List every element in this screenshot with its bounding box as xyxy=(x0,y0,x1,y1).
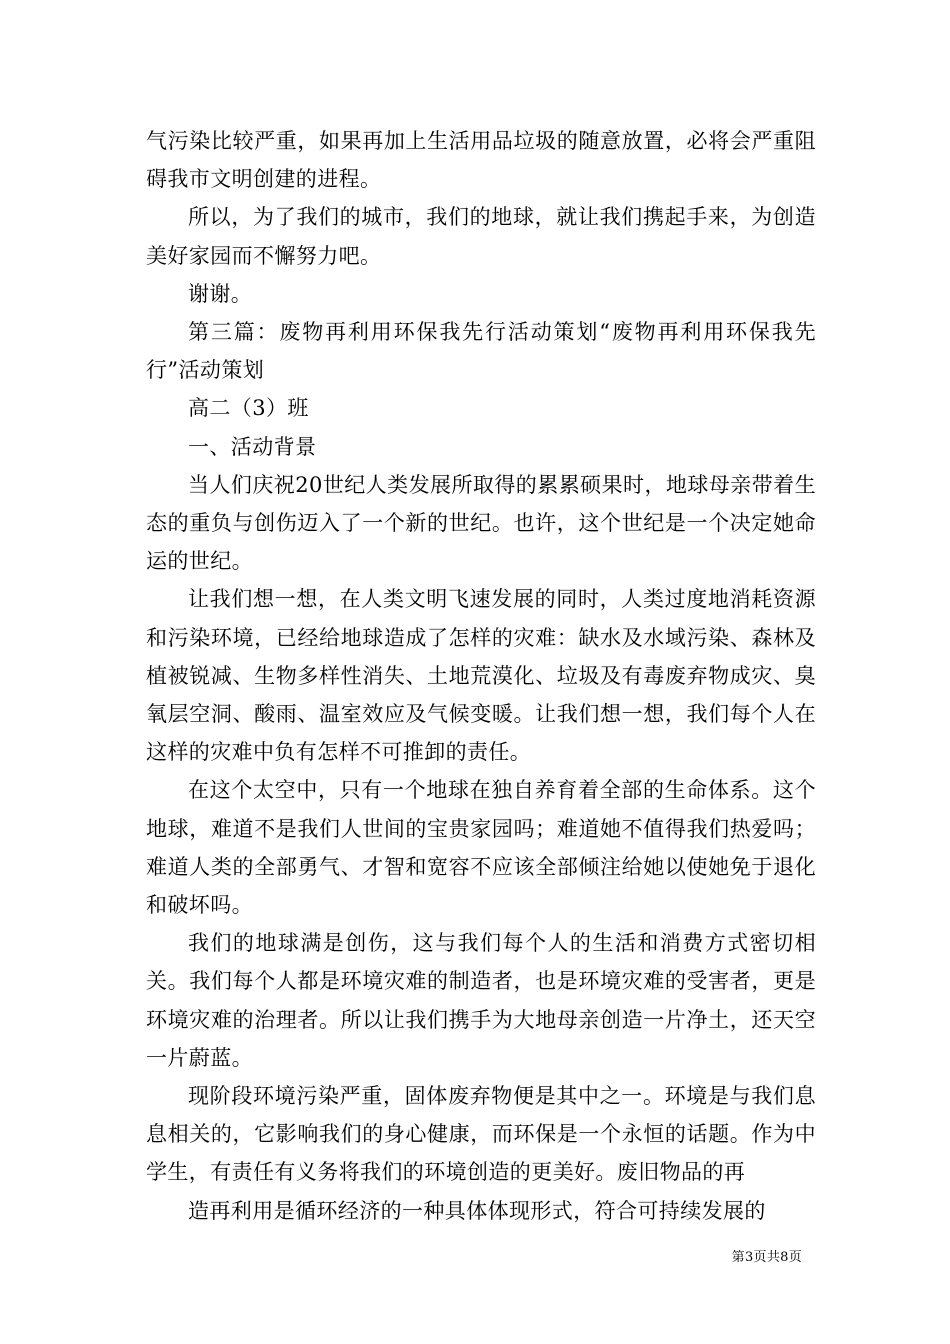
class-label: 高二（3）班 xyxy=(188,396,309,421)
paragraph-8: 让我们想一想，在人类文明飞速发展的同时，人类过度地消耗资源和污染环境，已经给地球造成了怎样的灾难：缺水及水域污染、森林及植被锐减、生物多样性消失、土地荒漠化、垃圾及有毒废弃物成灾、臭氧层空洞、酸雨、温室效应及气候变暖。让我们想一想，我们每个人在这样的灾难中负有怎样不可推卸的责任。 xyxy=(146,587,816,765)
paragraph-12: 造再利用是循环经济的一种具体体现形式，符合可持续发展的 xyxy=(188,1198,766,1223)
paragraph-10: 我们的地球满是创伤，这与我们每个人的生活和消费方式密切相关。我们每个人都是环境灾难的制造者，也是环境灾难的受害者，更是环境灾难的治理者。所以让我们携手为大地母亲创造一片净土，还天空一片蔚蓝。 xyxy=(146,931,816,1070)
paragraph-2: 所以，为了我们的城市，我们的地球，就让我们携起手来，为创造美好家园而不懈努力吧。 xyxy=(146,205,816,268)
paragraph-1: 气污染比较严重，如果再加上生活用品垃圾的随意放置，必将会严重阻碍我市文明创建的进程。 xyxy=(146,129,816,192)
page-number: 第3页共8页 xyxy=(731,1250,802,1265)
paragraph-3: 谢谢。 xyxy=(188,281,253,306)
paragraph-7: 当人们庆祝20世纪人类发展所取得的累累硕果时，地球母亲带着生态的重负与创伤迈入了一个新的世纪。也许，这个世纪是一个决定她命运的世纪。 xyxy=(146,472,816,574)
document-body xyxy=(146,122,816,1230)
paragraph-9: 在这个太空中，只有一个地球在独自养育着全部的生命体系。这个地球，难道不是我们人世间的宝贵家园吗；难道她不值得我们热爱吗；难道人类的全部勇气、才智和宽容不应该全部倾注给她以使她免于退化和破坏吗。 xyxy=(146,778,816,918)
subheading-background: 一、活动背景 xyxy=(188,434,317,459)
paragraph-11: 现阶段环境污染严重，固体废弃物便是其中之一。环境是与我们息息相关的，它影响我们的身心健康，而环保是一个永恒的话题。作为中学生，有责任有义务将我们的环境创造的更美好。废旧物品的再 xyxy=(146,1084,816,1185)
section-heading-part-three: 第三篇：废物再利用环保我先行活动策划“废物再利用环保我先行”活动策划 xyxy=(146,320,816,383)
